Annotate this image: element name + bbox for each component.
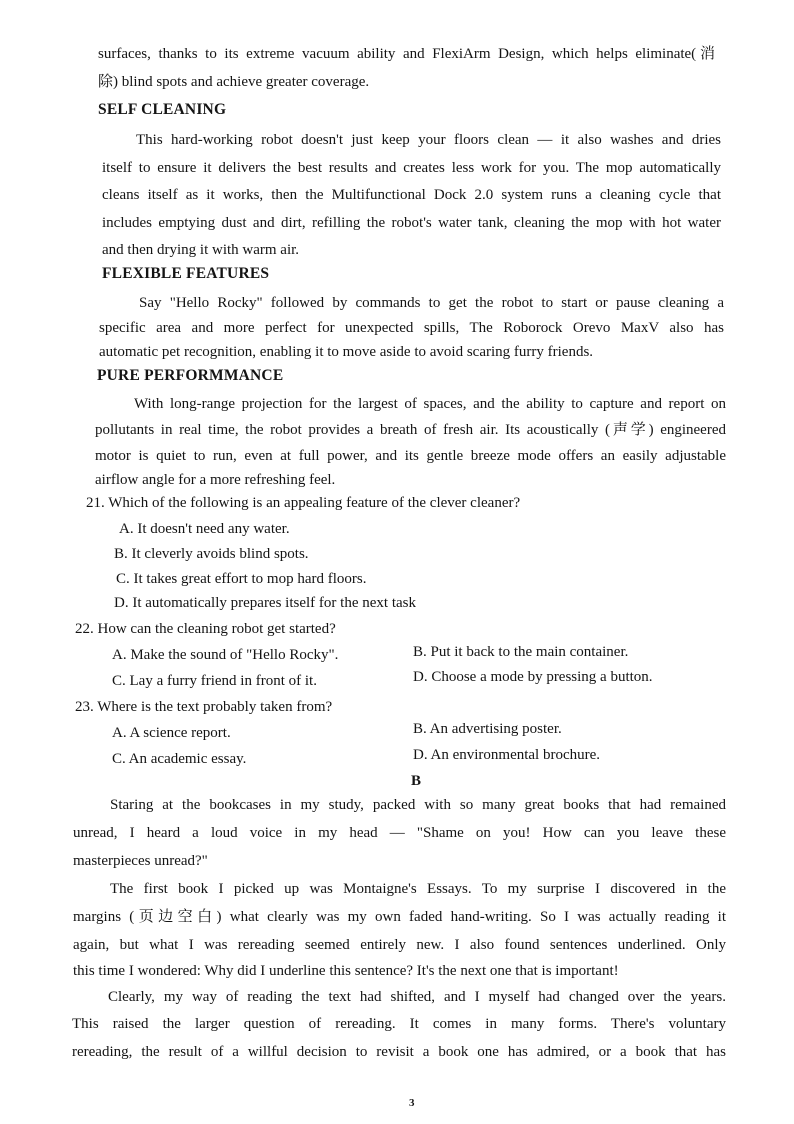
section-text-line: pollutants in real time, the robot provides a breath of fresh air. Its acoustically (声学) engineered	[95, 422, 726, 438]
section-text-line: This hard-working robot doesn't just keep your floors clean — it also washes and dries	[136, 132, 721, 148]
question-21-option-b: B. It cleverly avoids blind spots.	[114, 546, 309, 562]
passage-b-line: Staring at the bookcases in my study, packed with so many great books that had remained	[110, 797, 726, 813]
passage-b-line: again, but what I was rereading seemed entirely new. I also found sentences underlined. Only	[73, 937, 726, 953]
question-number: 23.	[75, 699, 94, 715]
question-22-option-d: D. Choose a mode by pressing a button.	[413, 669, 653, 685]
passage-a-intro-line: surfaces, thanks to its extreme vacuum ability and FlexiArm Design, which helps eliminate(消	[98, 46, 715, 62]
question-22-stem	[75, 619, 336, 639]
section-text-line: automatic pet recognition, enabling it to move aside to avoid scaring furry friends.	[99, 344, 594, 360]
question-23-stem	[75, 697, 332, 717]
question-stem: Which of the following is an appealing feature of the clever cleaner?	[108, 495, 521, 511]
question-23-option-c: C. An academic essay.	[112, 751, 247, 767]
passage-b-line: margins (页边空白) what clearly was my own faded hand-writing. So I was actually reading it	[73, 909, 726, 925]
section-text-line: includes emptying dust and dirt, refilling the robot's water tank, cleaning the mop with hot water	[102, 215, 721, 231]
section-text-line: Say "Hello Rocky" followed by commands to get the robot to start or pause cleaning a	[139, 295, 724, 311]
question-22-option-a: A. Make the sound of "Hello Rocky".	[112, 647, 339, 663]
passage-b-line: unread, I heard a loud voice in my head — "Shame on you! How can you leave these	[73, 825, 726, 841]
passage-b-line: Clearly, my way of reading the text had shifted, and I myself had changed over the years.	[108, 989, 726, 1005]
passage-b-label: B	[411, 773, 422, 789]
page-number: 3	[409, 1097, 415, 1109]
section-text-line: airflow angle for a more refreshing feel.	[95, 472, 336, 488]
passage-a-intro-line: 除) blind spots and achieve greater coverage.	[98, 74, 370, 90]
question-21-option-d: D. It automatically prepares itself for the next task	[114, 595, 416, 611]
question-number: 22.	[75, 621, 94, 637]
section-text-line: specific area and more perfect for unexpected spills, The Roborock Orevo MaxV also has	[99, 320, 724, 336]
passage-b-line: masterpieces unread?"	[73, 853, 208, 869]
section-text-line: motor is quiet to run, even at full power, and its gentle breeze mode offers an easily adjustable	[95, 448, 726, 464]
section-heading: PURE PERFORMMANCE	[97, 367, 284, 384]
question-stem: How can the cleaning robot get started?	[97, 621, 336, 637]
question-21-stem	[86, 493, 520, 513]
section-text-line: itself to ensure it delivers the best results and creates less work for you. The mop automatically	[102, 160, 721, 176]
question-23-option-b: B. An advertising poster.	[413, 721, 562, 737]
section-text-line: With long-range projection for the largest of spaces, and the ability to capture and report on	[134, 396, 726, 412]
section-heading: FLEXIBLE FEATURES	[102, 265, 270, 282]
question-22-option-c: C. Lay a furry friend in front of it.	[112, 673, 317, 689]
passage-b-line: This raised the larger question of rereading. It comes in many forms. There's voluntary	[72, 1016, 726, 1032]
question-number: 21.	[86, 495, 105, 511]
question-23-option-d: D. An environmental brochure.	[413, 747, 601, 763]
section-heading: SELF CLEANING	[98, 101, 227, 118]
passage-b-line: this time I wondered: Why did I underline this sentence? It's the next one that is important!	[73, 963, 619, 979]
section-text-line: cleans itself as it works, then the Multifunctional Dock 2.0 system runs a cleaning cycle that	[102, 187, 721, 203]
question-23-option-a: A. A science report.	[112, 725, 231, 741]
question-stem: Where is the text probably taken from?	[97, 699, 333, 715]
section-text-line: and then drying it with warm air.	[102, 242, 300, 258]
passage-b-line: The first book I picked up was Montaigne's Essays. To my surprise I discovered in the	[110, 881, 726, 897]
passage-b-line: rereading, the result of a willful decision to revisit a book one has admired, or a book that has	[72, 1044, 726, 1060]
question-21-option-a: A. It doesn't need any water.	[119, 521, 290, 537]
question-21-option-c: C. It takes great effort to mop hard floors.	[116, 571, 367, 587]
question-22-option-b: B. Put it back to the main container.	[413, 644, 629, 660]
